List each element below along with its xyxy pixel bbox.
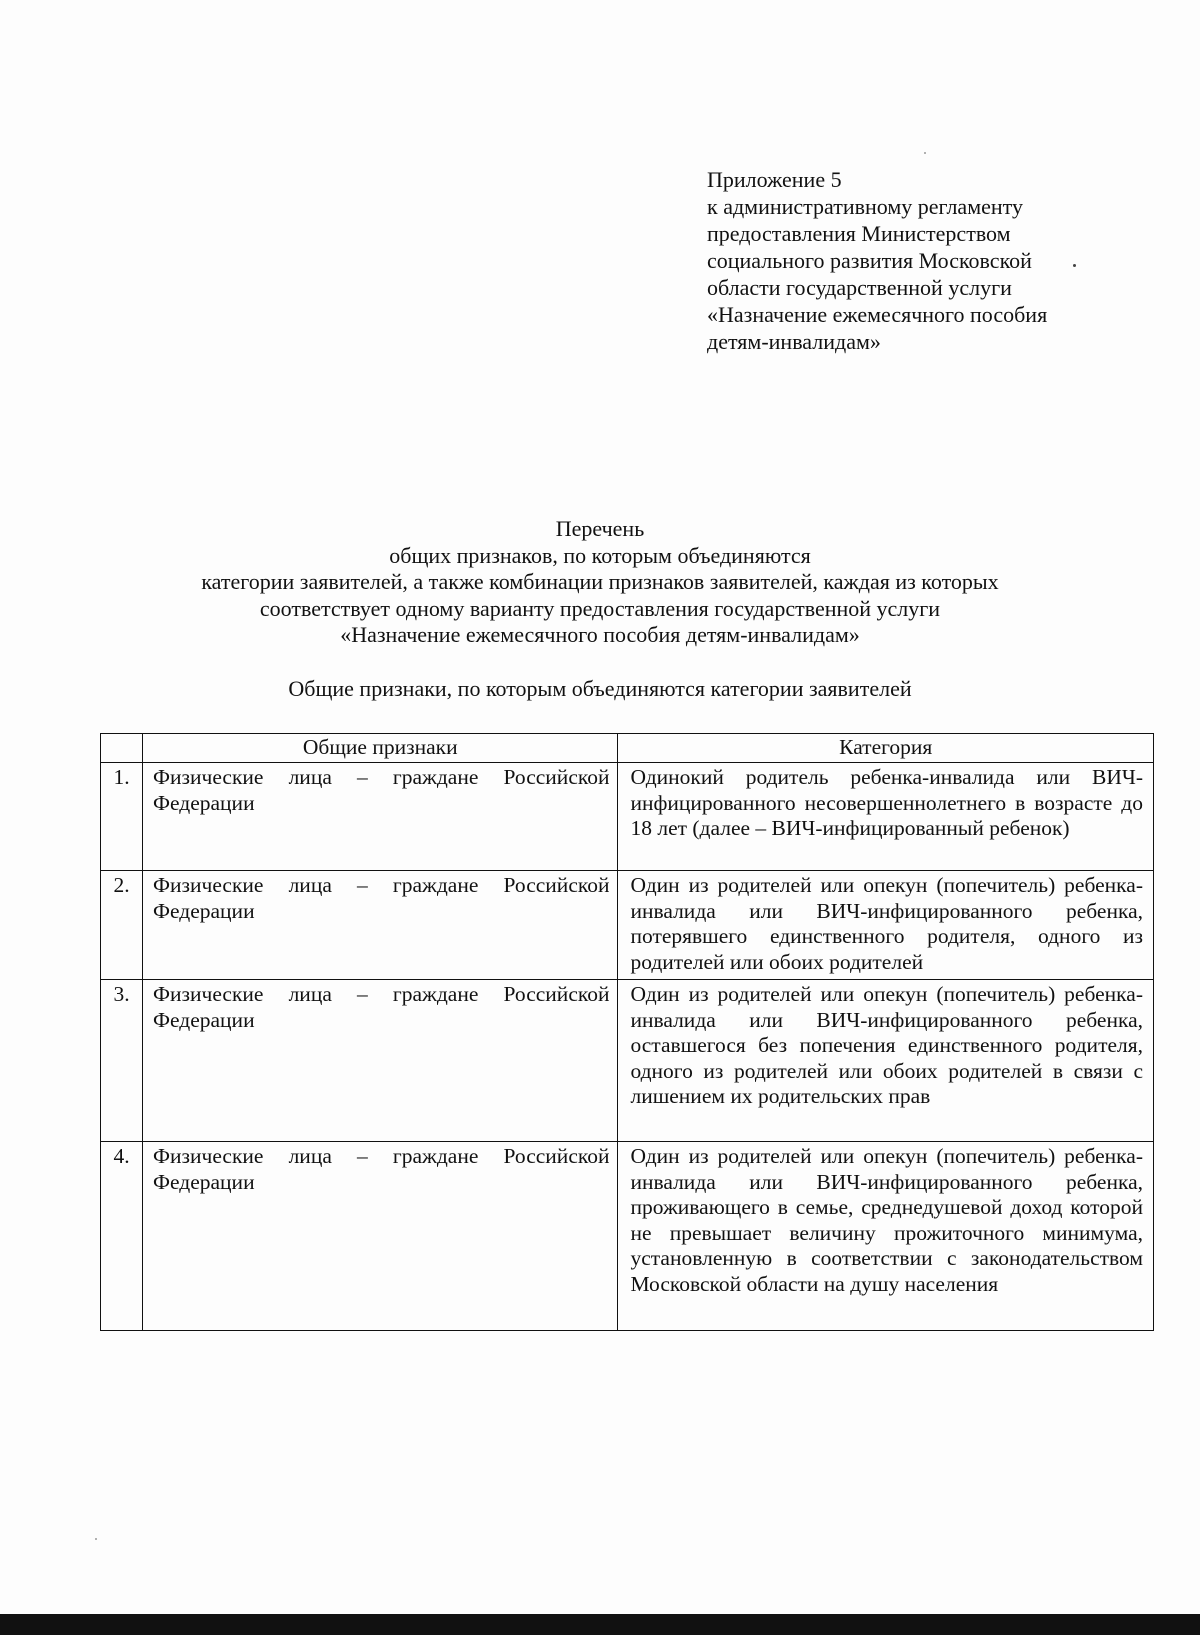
header-num: [101, 734, 143, 763]
row-features: Физические лица – граждане Российской Федерации: [143, 871, 618, 980]
appendix-line: области государственной услуги: [707, 275, 1012, 300]
row-number: 3.: [101, 980, 143, 1142]
categories-table: [100, 733, 1154, 1331]
table-row: [101, 980, 1154, 1142]
appendix-line: «Назначение ежемесячного пособия: [707, 302, 1048, 327]
title-line: «Назначение ежемесячного пособия детям-инвалидам»: [340, 622, 860, 647]
title-line: Перечень: [555, 516, 645, 541]
row-category: Один из родителей или опекун (попечитель) ребенка-инвалида или ВИЧ-инфицированного ребенка, оставшегося без попечения единственного родителя, одного из родителей или обоих родителей в связи с лишением их родительских прав: [618, 980, 1154, 1142]
table-row: [101, 1142, 1154, 1331]
table-header-row: [101, 734, 1154, 763]
table-caption: Общие признаки, по которым объединяются категории заявителей: [288, 676, 912, 701]
row-number: 4.: [101, 1142, 143, 1331]
appendix-line: к административному регламенту: [707, 194, 1023, 219]
appendix-line: социального развития Московской: [707, 248, 1032, 273]
appendix-line: детям-инвалидам»: [707, 329, 881, 354]
row-category: Один из родителей или опекун (попечитель) ребенка-инвалида или ВИЧ-инфицированного ребенка, потерявшего единственного родителя, одного из родителей или обоих родителей: [618, 871, 1154, 980]
table-row: [101, 871, 1154, 980]
row-features: Физические лица – граждане Российской Федерации: [143, 1142, 618, 1331]
scan-edge-band: [0, 1614, 1200, 1635]
header-features: Общие признаки: [143, 734, 618, 763]
row-features: Физические лица – граждане Российской Федерации: [143, 980, 618, 1142]
row-category: Один из родителей или опекун (попечитель) ребенка-инвалида или ВИЧ-инфицированного ребенка, проживающего в семье, среднедушевой доход которой не превышает величину прожиточного минимума, установленную в соответствии с законодательством Московской области на душу населения: [618, 1142, 1154, 1331]
appendix-header: [707, 166, 1107, 355]
title-line: общих признаков, по которым объединяются: [389, 542, 811, 568]
appendix-line: предоставления Министерством: [707, 221, 1011, 246]
header-category: Категория: [618, 734, 1154, 763]
title-line: соответствует одному варианту предоставления государственной услуги: [259, 595, 941, 621]
title-line: категории заявителей, а также комбинации признаков заявителей, каждая из которых: [201, 569, 999, 594]
row-features: Физические лица – граждане Российской Федерации: [143, 763, 618, 871]
appendix-line: Приложение 5: [707, 167, 842, 192]
document-title: [100, 516, 1100, 649]
row-number: 2.: [101, 871, 143, 980]
scan-speck: [1073, 264, 1076, 267]
row-number: 1.: [101, 763, 143, 871]
scan-speck: [924, 152, 926, 154]
table-row: [101, 763, 1154, 871]
row-category: Одинокий родитель ребенка-инвалида или ВИЧ-инфицированного несовершеннолетнего в возрасте до 18 лет (далее – ВИЧ-инфицированный ребенок): [618, 763, 1154, 871]
scan-speck: [95, 1538, 97, 1540]
